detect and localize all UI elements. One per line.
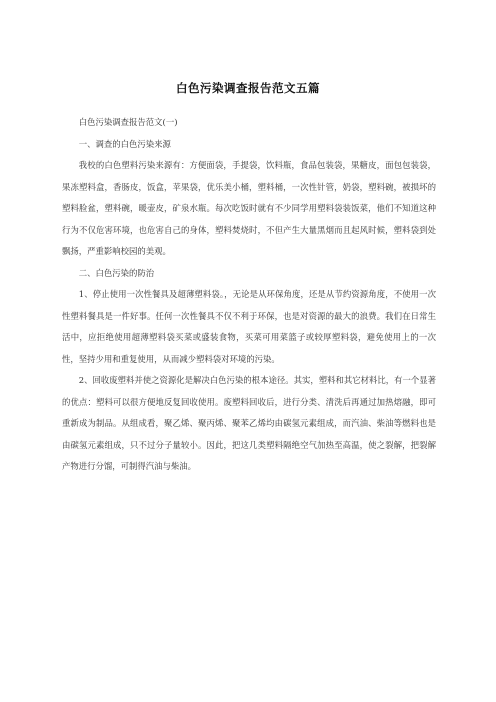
paragraph: 白色污染调查报告范文(一) — [78, 117, 178, 127]
paragraph: 2、回收废塑料并使之资源化是解决白色污染的根本途径。其实，塑料和其它材料比，有一个显著的优点：塑料可以很方便地反复回收使用。废塑料回收后，进行分类、清洗后再通过加热熔融，即可重新成为制品。从组成看，聚乙烯、聚丙烯、聚苯乙烯均由碳氢元素组成，而汽油、柴油等燃料也是由碳氢元素组成，只不过分子量较小。因此，把这几类塑料隔绝空气加热至高温，使之裂解，把裂解产物进行分馏，可制得汽油与柴油。 — [62, 375, 436, 471]
paragraph: 二、白色污染的防治 — [78, 267, 155, 278]
paragraph: 我校的白色塑料污染来源有：方便面袋，手提袋，饮料瓶，食品包装袋，果糖皮，面包包装袋，果冻塑料盒，香肠皮，饭盒，苹果袋，优乐美小桶，塑料桶，一次性针管，奶袋，塑料碗，被损坏的塑料脸盆，塑料碗，暖壶皮，矿泉水瓶。每次吃饭时就有不少同学用塑料袋装饭菜，他们不知道这种行为不仅危害环境，也危害自己的身体，塑料焚烧时，不但产生大量黑烟而且起风时候，塑料袋到处飘扬，严重影响校园的美观。 — [62, 160, 436, 256]
paragraph: 一、调查的白色污染来源 — [78, 138, 171, 149]
document-title: 白色污染调查报告范文五篇 — [176, 81, 320, 95]
document-body — [62, 112, 436, 478]
paragraph: 1、停止使用一次性餐具及超薄塑料袋。，无论是从环保角度，还是从节约资源角度，不使用一次性塑料餐具是一件好事。任何一次性餐具不仅不利于环保，也是对资源的最大的浪费。我们在日常生活中，应拒绝使用超薄塑料袋买菜或盛装食物，买菜可用菜篮子或较厚塑料袋，避免使用上的一次性，坚持少用和重复使用，从而减少塑料袋对环境的污染。 — [62, 289, 436, 364]
